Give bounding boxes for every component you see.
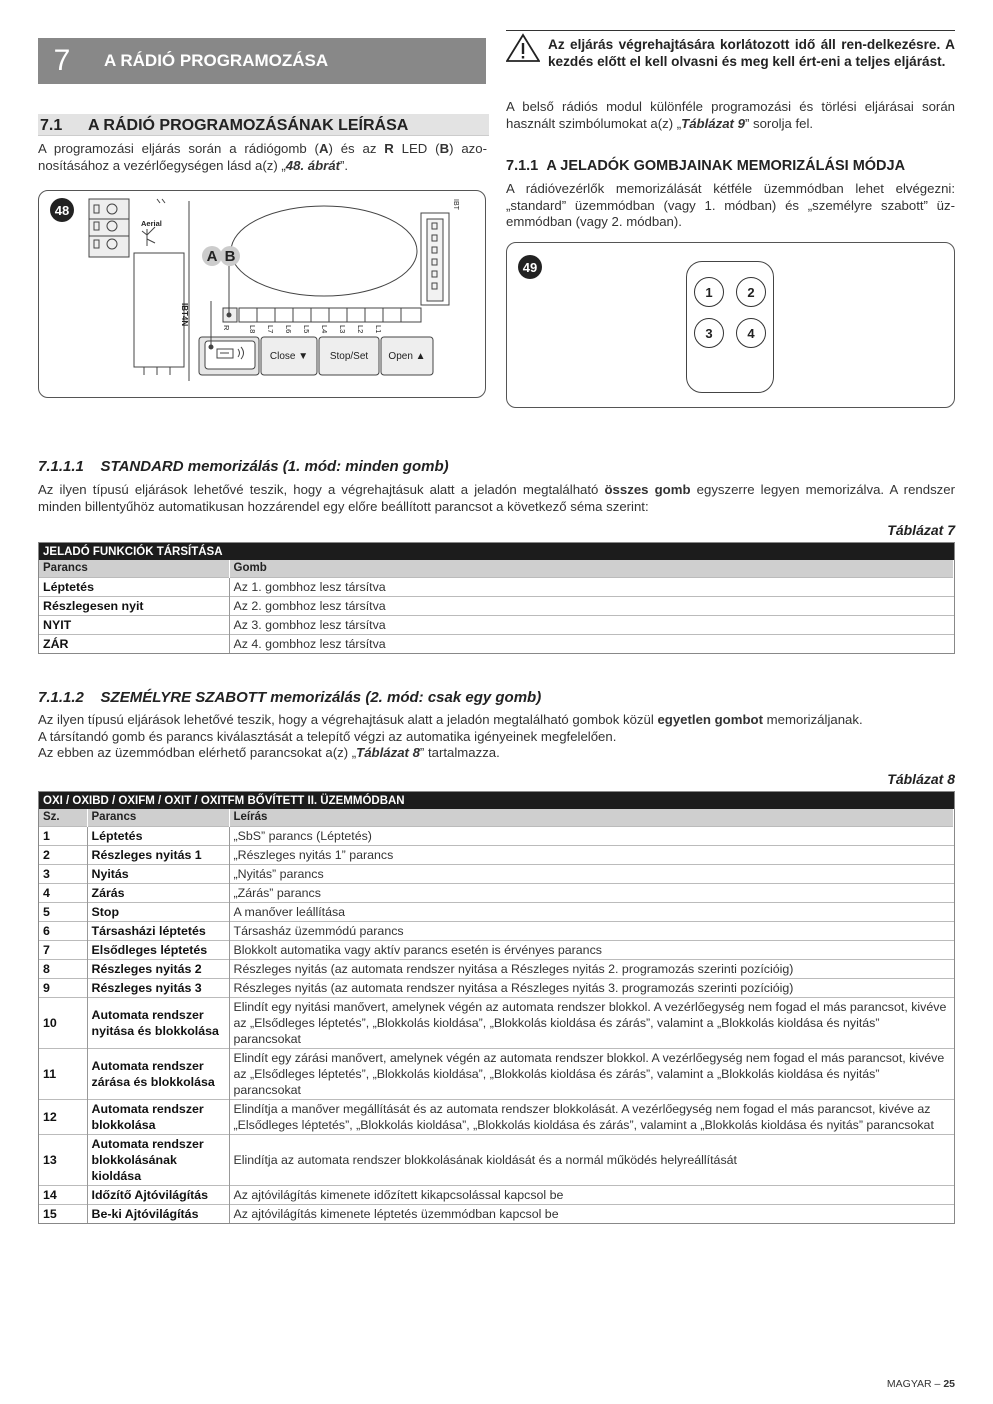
table-row [39, 1204, 954, 1223]
led-label: L1 [374, 325, 383, 334]
table-row [39, 997, 954, 1048]
section-number: 7.1.1.2 [38, 689, 84, 706]
cell-description: Az ajtóvilágítás kimenete léptetés üzemmódban kapcsol be [229, 1204, 954, 1223]
figure-badge: 49 [518, 255, 542, 279]
table-row [39, 978, 954, 997]
cell-command: Nyitás [87, 864, 229, 883]
led-label: L3 [338, 325, 347, 334]
chapter-number: 7 [53, 44, 71, 77]
text-part: memorizáljanak. [762, 712, 863, 727]
table-row [39, 1048, 954, 1099]
cell-description: Részleges nyitás (az automata rendszer nyitása a Részleges nyitás 2. programozás szerinti pozícióig) [229, 959, 954, 978]
section-7-1-1-text: A rádióvezérlők memorizálását kétféle üzemmódban lehet elvégezni: „standard” üzemmódban (vagy 1. módban) és „személyre szabott” üz-emmódban (vagy 2. módban). [506, 181, 955, 229]
cell-button: Az 4. gombhoz lesz társítva [229, 634, 954, 653]
cell-command: Stop [87, 902, 229, 921]
text-part: ) és az [328, 141, 385, 156]
cell-command: Automata rendszer zárása és blokkolása [87, 1048, 229, 1099]
led-label: L4 [320, 325, 329, 334]
cell-button: Az 3. gombhoz lesz társítva [229, 615, 954, 634]
cell-number: 9 [39, 978, 87, 997]
led-label: L8 [248, 325, 257, 334]
table-header: JELADÓ FUNKCIÓK TÁRSÍTÁSA [39, 543, 954, 560]
column-header: Leírás [229, 809, 954, 826]
text-part: ) azo-nosításához a vezérlőegységen lásd a(z) „ [38, 141, 487, 173]
cell-command: Automata rendszer blokkolásának kioldása [87, 1134, 229, 1185]
cell-number: 2 [39, 845, 87, 864]
table-row [39, 577, 954, 596]
cell-description: Elindítja a manőver megállítását és az automata rendszer blokkolását. A vezérlőegység nem fogad el más parancsot, kivéve az „Elsődleges léptetés”, „Blokkolás kioldása”, „Blokkolás kioldása és zárás”, valamint a „Blokkolás kioldása és nyitás” parancsokat [229, 1099, 954, 1134]
section-title: STANDARD memorizálás (1. mód: minden gomb) [100, 458, 449, 475]
chapter-title: A RÁDIÓ PROGRAMOZÁSA [104, 51, 329, 70]
figure-badge: 48 [50, 198, 74, 222]
text-part: A programozási eljárás során a rádiógomb ( [38, 141, 319, 156]
section-title: A RÁDIÓ PROGRAMOZÁSÁNAK LEÍRÁSA [88, 117, 409, 134]
cell-number: 1 [39, 826, 87, 845]
table-reference: Táblázat 9 [681, 115, 745, 131]
close-button-label: Close ▼ [269, 350, 309, 362]
cell-number: 8 [39, 959, 87, 978]
text-part: ”. [340, 157, 349, 173]
figure-reference: 48. ábrát [285, 157, 341, 173]
remote-key-2: 2 [736, 277, 766, 307]
cell-command: NYIT [39, 615, 229, 634]
table-row [39, 1134, 954, 1185]
cell-command: Automata rendszer blokkolása [87, 1099, 229, 1134]
figure-48 [38, 190, 486, 398]
cell-description: Az ajtóvilágítás kimenete időzített kikapcsolással kapcsol be [229, 1185, 954, 1204]
label-B-badge: B [220, 246, 240, 266]
cell-description: Blokkolt automatika vagy aktív parancs esetén is érvényes parancs [229, 940, 954, 959]
cell-number: 15 [39, 1204, 87, 1223]
table-row [39, 615, 954, 634]
cell-command: Automata rendszer nyitása és blokkolása [87, 997, 229, 1048]
table-8 [38, 791, 955, 1224]
cell-command: Léptetés [87, 826, 229, 845]
section-number: 7.1.1.1 [38, 458, 84, 475]
led-label: L6 [284, 325, 293, 334]
cell-description: Részleges nyitás (az automata rendszer nyitása a Részleges nyitás 3. programozás szerinti pozícióig) [229, 978, 954, 997]
section-7-1-1-2-heading [38, 689, 955, 706]
cell-command: Zárás [87, 883, 229, 902]
section-7-1-1-1-text [38, 482, 955, 515]
remote-key-4: 4 [736, 318, 766, 348]
cell-description: „Részleges nyitás 1” parancs [229, 845, 954, 864]
section-title: A JELADÓK GOMBJAINAK MEMORIZÁLÁSI MÓDJA [546, 158, 906, 174]
figure-49 [506, 242, 955, 408]
cell-command: Elsődleges léptetés [87, 940, 229, 959]
cell-button: Az 2. gombhoz lesz társítva [229, 596, 954, 615]
cell-number: 10 [39, 997, 87, 1048]
led-labels-row [248, 325, 427, 334]
text-part: A belső rádiós modul különféle programozási és törlési eljárásai során használt szimbólumokat a(z) „ [506, 99, 955, 131]
table-row [39, 1185, 954, 1204]
text-part: Az ebben az üzemmódban elérhető parancsokat a(z) „ [38, 745, 357, 760]
text-part: LED ( [393, 141, 440, 156]
column-header: Gomb [229, 560, 954, 577]
column-header: Parancs [39, 560, 229, 577]
stop-set-button-label: Stop/Set [329, 350, 369, 362]
cell-number: 11 [39, 1048, 87, 1099]
text-bold: egyetlen gombot [657, 712, 763, 727]
cell-number: 6 [39, 921, 87, 940]
text-part: Az ilyen típusú eljárások lehetővé teszik, hogy a végrehajtásuk alatt a jeladón megtalálható gombok közül [38, 712, 658, 727]
cell-description: Elindítja az automata rendszer blokkolásának kioldását és a normál működés helyreállítását [229, 1134, 954, 1185]
cell-command: Részleges nyitás 1 [87, 845, 229, 864]
section-title: SZEMÉLYRE SZABOTT memorizálás (2. mód: csak egy gomb) [100, 689, 542, 706]
text-line [38, 745, 955, 762]
label-A-badge: A [202, 246, 222, 266]
chapter-banner [38, 38, 486, 84]
cell-number: 3 [39, 864, 87, 883]
table-row [39, 596, 954, 615]
table-row [39, 1099, 954, 1134]
text-part: ” sorolja fel. [744, 115, 814, 131]
cell-number: 4 [39, 883, 87, 902]
cell-number: 13 [39, 1134, 87, 1185]
section-7-1-text [38, 141, 487, 174]
open-button-label: Open ▲ [388, 350, 426, 362]
table-8-caption: Táblázat 8 [887, 771, 955, 787]
table-row [39, 864, 954, 883]
cell-description: A manőver leállítása [229, 902, 954, 921]
warning-triangle-icon [506, 33, 540, 63]
cell-description: Elindít egy nyitási manővert, amelynek végén az automata rendszer blokkol. A vezérlőegység nem fogad el más parancsot, kivéve az „Elsődleges léptetés”, „Blokkolás kioldása”, „Blokkolás kioldása és zárás”, valamint a „Blokkolás kioldása és nyitás” parancsokat [229, 997, 954, 1048]
cell-command: Léptetés [39, 577, 229, 596]
cell-command: Részlegesen nyit [39, 596, 229, 615]
text-part: Az ilyen típusú eljárások lehetővé teszik, hogy a végrehajtásuk alatt a jeladón megtalálható [38, 482, 605, 497]
table-header: OXI / OXIBD / OXIFM / OXIT / OXITFM BŐVÍTETT II. ÜZEMMÓDBAN [39, 792, 954, 809]
text-bold-r: R [384, 141, 394, 156]
warning-text: Az eljárás végrehajtására korlátozott idő áll ren-delkezésre. A kezdés előtt el kell olvasni és meg kell ért-eni a teljes eljárást. [548, 37, 955, 69]
cell-command: ZÁR [39, 634, 229, 653]
cell-description: „SbS” parancs (Léptetés) [229, 826, 954, 845]
section-number: 7.1 [40, 117, 63, 134]
column-header: Sz. [39, 809, 87, 826]
cell-command: Időzítő Ajtóvilágítás [87, 1185, 229, 1204]
intro-right-text [506, 99, 955, 132]
text-part: ” tartalmazza. [419, 745, 500, 760]
cell-number: 12 [39, 1099, 87, 1134]
r-led-label: R [222, 325, 231, 331]
cell-number: 7 [39, 940, 87, 959]
text-line [38, 712, 955, 729]
warning-box [506, 30, 955, 69]
table-row [39, 826, 954, 845]
text-part: egyszerre legyen memorizálva. A rendszer minden billentyűhöz automatikusan hozzárendel egy előre beállított parancsot a következő séma szerint: [38, 482, 955, 514]
table-row [39, 634, 954, 653]
cell-description: Elindít egy zárási manővert, amelynek végén az automata rendszer blokkol. A vezérlőegység nem fogad el más parancsot, kivéve az „Elsődleges léptetés”, „Blokkolás kioldása”, „Blokkolás kioldása és zárás”, valamint a „Blokkolás kioldása és nyitás” parancsokat [229, 1048, 954, 1099]
cell-command: Részleges nyitás 2 [87, 959, 229, 978]
table-7-caption: Táblázat 7 [887, 522, 955, 538]
table-row [39, 845, 954, 864]
column-header: Parancs [87, 809, 229, 826]
text-bold-b: B [439, 141, 450, 156]
remote-key-3: 3 [694, 318, 724, 348]
footer-language: MAGYAR – [886, 1378, 944, 1390]
table-row [39, 883, 954, 902]
section-7-1-1-1-heading [38, 458, 955, 475]
remote-key-1: 1 [694, 277, 724, 307]
page-number: 25 [943, 1378, 955, 1390]
cell-button: Az 1. gombhoz lesz társítva [229, 577, 954, 596]
board-label: IBT4N [180, 303, 189, 327]
text-line: A társítandó gomb és parancs kiválasztását a telepítő végzi az automatika igényeinek megfelelően. [38, 728, 617, 744]
page-footer [887, 1378, 955, 1390]
table-7 [38, 542, 955, 654]
table-reference: Táblázat 8 [356, 745, 420, 760]
led-label: L7 [266, 325, 275, 334]
section-number: 7.1.1 [506, 158, 539, 174]
cell-number: 5 [39, 902, 87, 921]
cell-description: Társasház üzemmódú parancs [229, 921, 954, 940]
aerial-label: Aerial [141, 219, 162, 228]
section-7-1-heading [38, 114, 489, 136]
text-bold-a: A [318, 141, 329, 156]
led-label: L5 [302, 325, 311, 334]
cell-command: Társasházi léptetés [87, 921, 229, 940]
text-bold: összes gomb [604, 482, 691, 497]
section-7-1-1-2-text [38, 712, 955, 762]
cell-command: Részleges nyitás 3 [87, 978, 229, 997]
cell-number: 14 [39, 1185, 87, 1204]
cell-description: „Zárás” parancs [229, 883, 954, 902]
table-row [39, 940, 954, 959]
side-label: IBT [452, 199, 459, 210]
cell-description: „Nyitás” parancs [229, 864, 954, 883]
section-7-1-1-heading [506, 158, 955, 174]
table-row [39, 921, 954, 940]
table-row [39, 902, 954, 921]
table-row [39, 959, 954, 978]
led-label: L2 [356, 325, 365, 334]
cell-command: Be-ki Ajtóvilágítás [87, 1204, 229, 1223]
